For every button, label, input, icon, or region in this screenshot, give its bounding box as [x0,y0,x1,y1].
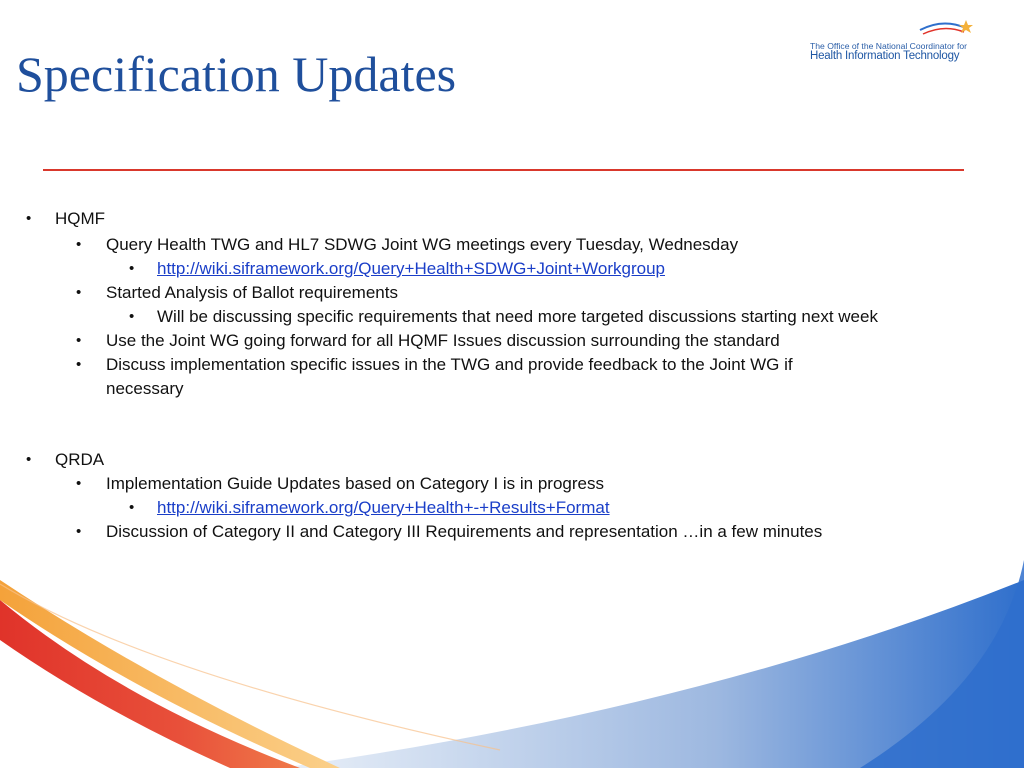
bullet-icon: • [129,308,135,325]
list-item: Started Analysis of Ballot requirements [106,283,398,302]
bullet-icon: • [76,356,82,373]
bullet-icon: • [76,332,82,349]
list-item: Implementation Guide Updates based on Category I is in progress [106,474,604,493]
bullet-icon: • [76,284,82,301]
logo-text-line1: The Office of the National Coordinator for [810,41,967,51]
title-divider [43,169,964,171]
list-item-continuation: necessary [106,379,184,398]
onc-logo [808,16,988,72]
bullet-icon: • [26,210,32,227]
section-heading-hqmf: HQMF [55,209,106,228]
list-item: Use the Joint WG going forward for all HQMF Issues discussion surrounding the standard [106,331,780,350]
slide-title: Specification Updates [16,46,457,102]
list-item: Will be discussing specific requirements that need more targeted discussions starting next week [157,307,878,326]
bullet-icon: • [129,499,135,516]
bullet-icon: • [76,475,82,492]
results-format-link[interactable]: http://wiki.siframework.org/Query+Health+-+Results+Format [157,498,610,517]
bullet-icon: • [76,236,82,253]
list-item: Query Health TWG and HL7 SDWG Joint WG meetings every Tuesday, Wednesday [106,235,739,254]
bullet-icon: • [26,451,32,468]
list-item: Discussion of Category II and Category III Requirements and representation …in a few minutes [106,522,823,541]
list-item: Discuss implementation specific issues in the TWG and provide feedback to the Joint WG if [106,355,793,374]
logo-text-line2: Health Information Technology [810,50,960,62]
section-heading-qrda: QRDA [55,450,105,469]
bullet-icon: • [76,523,82,540]
decorative-swoosh-graphic [0,560,1024,768]
bullet-icon: • [129,260,135,277]
sdwg-joint-workgroup-link[interactable]: http://wiki.siframework.org/Query+Health+SDWG+Joint+Workgroup [157,259,665,278]
